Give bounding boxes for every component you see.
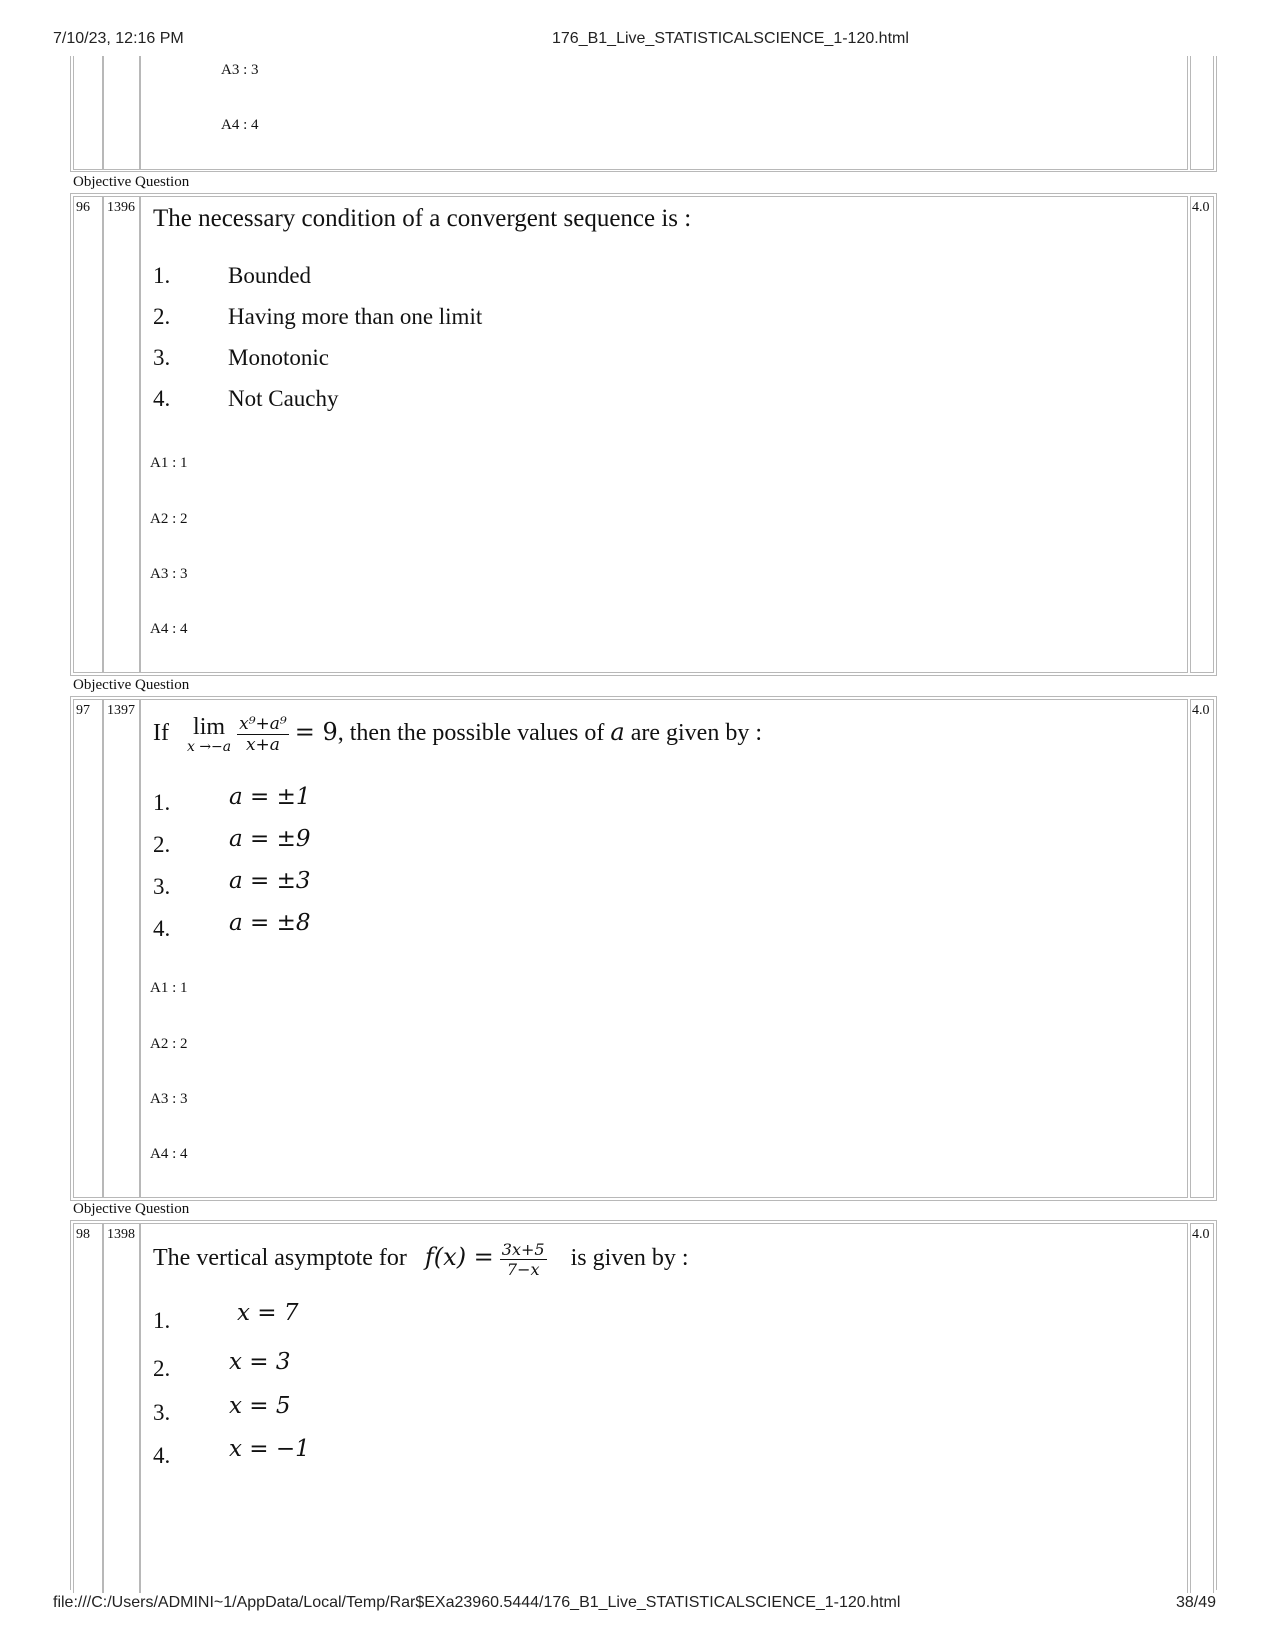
equation-rhs: = 9 [294, 718, 338, 747]
page-number: 38/49 [1176, 1594, 1217, 1611]
question-id: 1396 [107, 200, 135, 215]
option-text: x = 3 [229, 1349, 291, 1375]
question-type-label: Objective Question [73, 1201, 190, 1217]
question-block-98 [70, 1220, 1217, 1590]
option-number: 3. [153, 345, 171, 370]
option-text: x = 7 [237, 1300, 299, 1326]
option-number: 1. [153, 1308, 171, 1333]
option-number: 2. [153, 832, 171, 857]
answer-key: A4 : 4 [150, 621, 188, 637]
answer-key: A3 : 3 [150, 1091, 188, 1107]
option-number: 2. [153, 1356, 171, 1381]
print-datetime: 7/10/23, 12:16 PM [53, 30, 184, 47]
question-text-prefix: The vertical asymptote for [153, 1245, 407, 1272]
limit-word: lim [193, 713, 226, 740]
limit-operator [187, 715, 231, 755]
serial-cell [73, 56, 103, 170]
question-text: The necessary condition of a convergent sequence is : [153, 205, 692, 232]
answer-key: A3 : 3 [221, 62, 259, 78]
question-cell [140, 1223, 1188, 1593]
question-serial: 96 [76, 200, 90, 215]
fraction-numerator: 3x+5 [501, 1240, 545, 1259]
marks-cell [1190, 1223, 1214, 1593]
file-path: file:///C:/Users/ADMINI~1/AppData/Local/Temp/Rar$EXa23960.5444/176_B1_Live_STATISTICALSCIENCE_1-120.html [53, 1594, 901, 1611]
question-text [153, 714, 762, 755]
serial-cell [73, 196, 103, 673]
option-number: 1. [153, 263, 171, 288]
answer-key: A2 : 2 [150, 1036, 188, 1052]
question-block-97 [70, 696, 1217, 1201]
option-text: Not Cauchy [228, 386, 339, 411]
question-text-suffix: , then the possible values of [337, 720, 605, 747]
id-cell [103, 1223, 140, 1593]
option-number: 4. [153, 386, 171, 411]
question-marks: 4.0 [1192, 703, 1210, 718]
option-text: a = ±1 [229, 784, 311, 810]
fraction-numerator: x⁹+a⁹ [239, 714, 287, 734]
prev-question-tail [70, 56, 1217, 172]
question-marks: 4.0 [1192, 1227, 1210, 1242]
option-number: 4. [153, 916, 171, 941]
function-fraction [500, 1240, 547, 1279]
option-number: 4. [153, 1443, 171, 1468]
question-cell [140, 699, 1188, 1198]
option-text: a = ±8 [229, 910, 311, 936]
document-title: 176_B1_Live_STATISTICALSCIENCE_1-120.html [552, 30, 909, 47]
limit-fraction [237, 714, 289, 755]
option-text: Monotonic [228, 345, 329, 370]
answer-key: A3 : 3 [150, 566, 188, 582]
function-expression: f(x) = [424, 1243, 494, 1272]
marks-cell [1190, 56, 1214, 170]
fraction-denominator: 7−x [506, 1260, 540, 1279]
option-text: Bounded [228, 263, 312, 288]
limit-subscript: x →−a [186, 738, 232, 755]
answer-key: A4 : 4 [221, 117, 259, 133]
option-number: 2. [153, 304, 171, 329]
id-cell [103, 56, 140, 170]
marks-cell [1190, 699, 1214, 1198]
answer-key: A4 : 4 [150, 1146, 188, 1162]
marks-cell [1190, 196, 1214, 673]
question-type-label: Objective Question [73, 677, 190, 693]
question-serial: 97 [76, 703, 90, 718]
question-cell [140, 56, 1188, 170]
serial-cell [73, 699, 103, 1198]
option-text: x = −1 [229, 1436, 310, 1462]
option-number: 3. [153, 1400, 171, 1425]
question-text [153, 1240, 689, 1279]
id-cell [103, 196, 140, 673]
question-text-suffix: are given by : [630, 720, 762, 747]
id-cell [103, 699, 140, 1198]
question-serial: 98 [76, 1227, 90, 1242]
question-block-96 [70, 193, 1217, 676]
question-marks: 4.0 [1192, 200, 1210, 215]
question-text-prefix: If [153, 720, 169, 747]
option-text: a = ±3 [229, 868, 311, 894]
serial-cell [73, 1223, 103, 1593]
question-cell [140, 196, 1188, 673]
option-number: 1. [153, 790, 171, 815]
question-id: 1397 [107, 703, 135, 718]
option-text: x = 5 [229, 1393, 291, 1419]
option-text: Having more than one limit [228, 304, 483, 329]
question-type-label: Objective Question [73, 174, 190, 190]
question-id: 1398 [107, 1227, 135, 1242]
option-number: 3. [153, 874, 171, 899]
question-text-suffix: is given by : [570, 1245, 689, 1272]
option-text: a = ±9 [229, 826, 311, 852]
answer-key: A1 : 1 [150, 455, 188, 471]
variable-a: a [610, 718, 625, 747]
answer-key: A1 : 1 [150, 980, 188, 996]
fraction-denominator: x+a [245, 735, 280, 755]
answer-key: A2 : 2 [150, 511, 188, 527]
